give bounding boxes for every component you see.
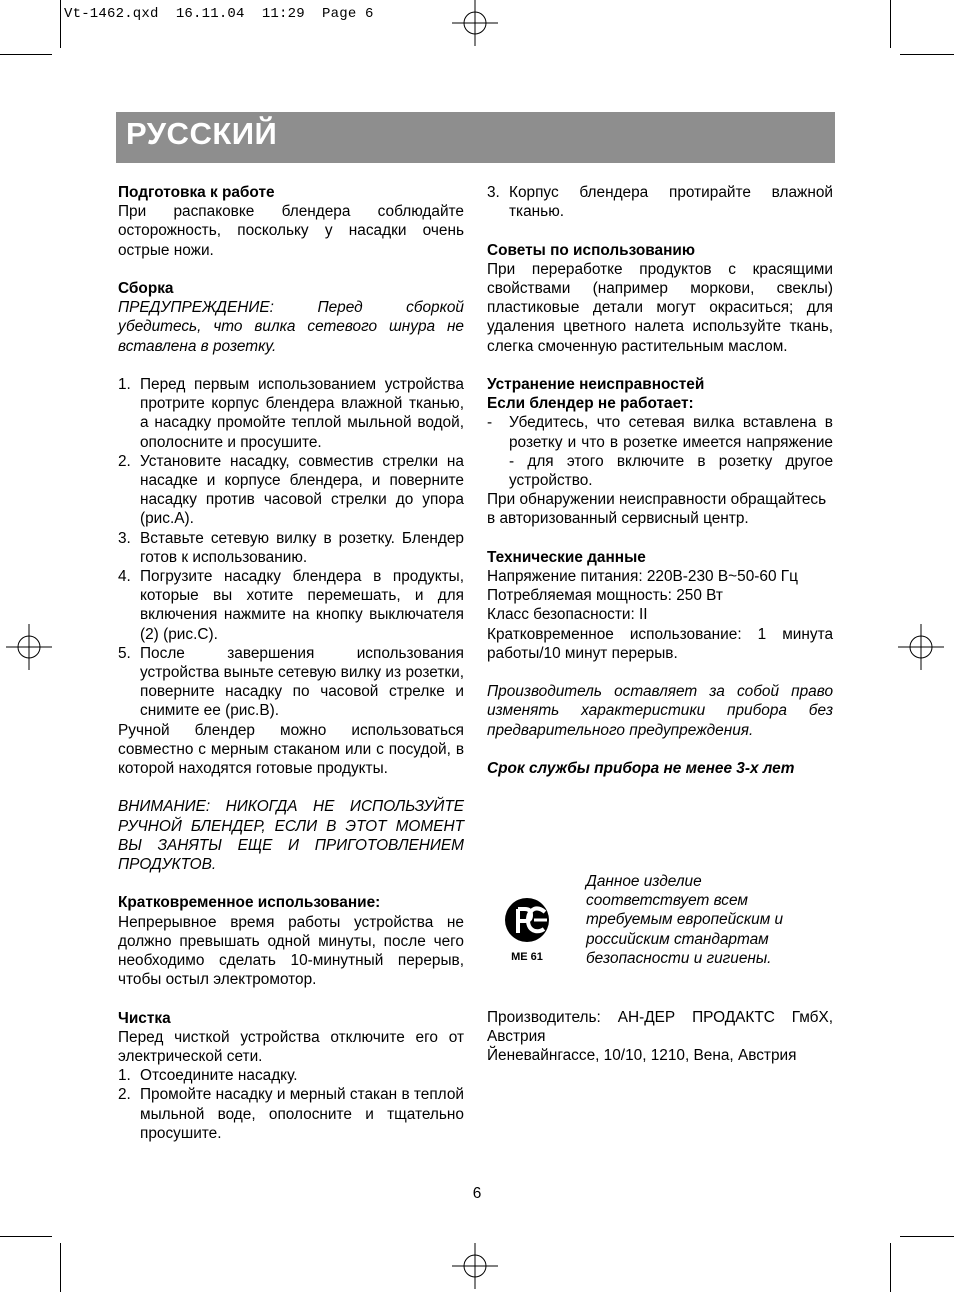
address: Йеневайнгассе, 10/10, 1210, Вена, Австрия [487,1047,797,1065]
cleaning-heading: Чистка [118,1009,171,1027]
assembly-heading: Сборка [118,280,174,297]
crop-mark [890,0,891,48]
registration-mark-top [452,0,498,46]
producer: Производитель: АН-ДЕР ПРОДАКТС ГмбХ, Австрия [487,1009,833,1046]
rst-certification-logo [501,896,553,966]
assembly-note: Ручной блендер можно использоваться совместно с мерным стаканом или с посудой, в которой находятся готовые продукты. [118,721,464,778]
list-item: 2. Промойте насадку и мерный стакан в теплой мыльной воде, ополосните и тщательно просушите. [118,1086,464,1142]
producer-block [487,1008,833,1066]
service-life: Срок службы прибора не менее 3-х лет [487,760,795,778]
left-column [118,183,464,1143]
crop-mark [60,0,61,48]
short-use-text: Непрерывное время работы устройства не должно превышать одной минуты, после чего необходимо сделать 10-минутный перерыв, чтобы остыл электромотор. [118,913,464,989]
right-column [487,183,833,778]
list-item: 1. Перед первым использованием устройства протрите корпус блендера влажной тканью, а насадку промойте теплой мыльной водой, ополосните и просушите. [118,376,464,451]
crop-mark [0,1236,52,1237]
list-item: - Убедитесь, что сетевая вилка вставлена в розетку и что в розетке имеется напряжение - для этого включите в розетку другое устройство. [487,414,833,490]
crop-mark [890,1243,891,1292]
list-item: 2. Установите насадку, совместив стрелки на насадке и корпусе блендера, и поверните насадку против часовой стрелки до упора (рис.A). [118,452,464,528]
short-use-heading: Кратковременное использование: [118,894,381,912]
cleaning-steps-continued [487,183,833,221]
crop-mark [900,1236,954,1237]
spec-line: Напряжение питания: 220В-230 В~50-60 Гц [487,568,798,586]
trouble-heading: Устранение неисправностей [487,376,705,393]
prep-heading: Подготовка к работе [118,184,275,201]
page-number: 6 [472,1185,482,1202]
trouble-list [487,413,833,490]
tips-text: При переработке продуктов с красящими свойствами (например моркови, свеклы) пластиковые детали могут окраситься; для удаления цветного налета используйте ткань, слегка смоченную растительным маслом. [487,260,833,355]
registration-mark-left [6,624,52,670]
spec-line: Кратковременное использование: 1 минута работы/10 минут перерыв. [487,625,833,662]
list-item: 4. Погрузите насадку блендера в продукты, которые вы хотите перемешать, и для включения нажмите на кнопку выключателя (2) (рис.C). [118,568,464,643]
trouble-subheading: Если блендер не работает: [487,395,694,413]
list-item: 1. Отсоедините насадку. [118,1067,298,1085]
list-item: 5. После завершения использования устройства выньте сетевую вилку из розетки, поверните насадку по часовой стрелке и снимите ее (рис.B). [118,644,464,720]
list-item: 3. Корпус блендера протирайте влажной тканью. [487,184,833,221]
specs-heading: Технические данные [487,548,646,566]
manufacturer-note: Производитель оставляет за собой право изменять характеристики прибора без предварительного предупреждения. [487,683,833,739]
list-item: 3. Вставьте сетевую вилку в розетку. Блендер готов к использованию. [118,529,464,566]
assembly-steps [118,375,464,721]
certification-text: Данное изделие соответствует всем требуемым европейским и российским стандартам безопасности и гигиены. [586,873,784,967]
registration-mark-bottom [452,1243,498,1289]
prep-text: При распаковке блендера соблюдайте осторожность, поскольку у насадки очень острые ножи. [118,203,464,259]
cleaning-steps [118,1066,464,1143]
spec-line: Потребляемая мощность: 250 Вт [487,587,723,605]
crop-mark [0,54,52,55]
cert-code: ME 61 [511,951,543,963]
section-title-bar [116,112,835,163]
spec-line: Класс безопасности: II [487,606,648,624]
attention-warning: ВНИМАНИЕ: НИКОГДА НЕ ИСПОЛЬЗУЙТЕ РУЧНОЙ БЛЕНДЕР, ЕСЛИ В ЭТОТ МОМЕНТ ВЫ ЗАНЯТЫ ЕЩЕ И ПРИГОТОВЛЕНИЕМ ПРОДУКТОВ. [118,798,464,874]
trouble-text: При обнаружении неисправности обращайтесь в авторизованный сервисный центр. [487,491,827,528]
print-header: Vt-1462.qxd 16.11.04 11:29 Page 6 [64,6,374,22]
cleaning-text: Перед чисткой устройства отключите его от электрической сети. [118,1028,464,1066]
crop-mark [60,1243,61,1292]
tips-heading: Советы по использованию [487,241,696,259]
assembly-warning: ПРЕДУПРЕЖДЕНИЕ: Перед сборкой убедитесь, что вилка сетевого шнура не вставлена в розетку. [118,299,464,355]
crop-mark [900,54,954,55]
section-title: РУССКИЙ [126,116,278,151]
registration-mark-right [898,624,944,670]
certification-block [487,872,833,972]
